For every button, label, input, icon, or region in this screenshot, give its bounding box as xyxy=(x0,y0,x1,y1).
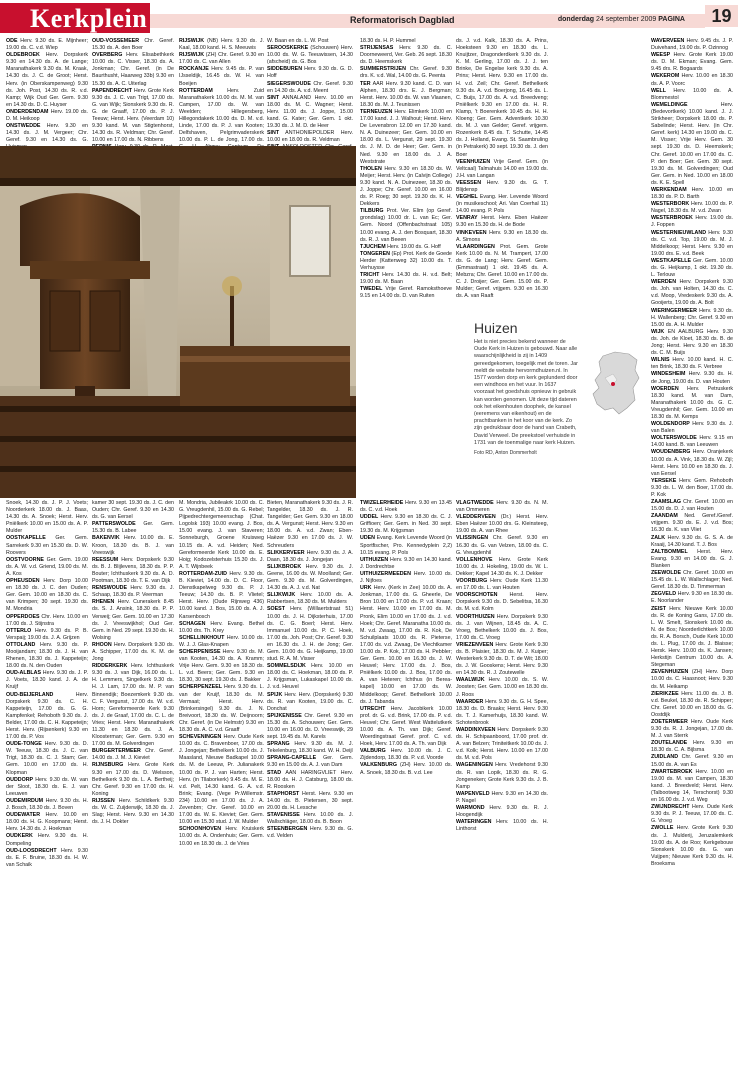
page-number: 19 xyxy=(705,5,738,27)
column-9: kamer 30 sept. 19.30 ds. J. C. den Ouden; Chr. Geref. 9.30 en 14.30 ds. G. van Eersel PATTERSWOLDE Ger. Gem. 15.30 ds. B. Labee BAKENVIK Herv. 10.00 ds. E. Kroon, 18.30 ds. B. J. van Vreeswijk REESSUM Herv. Dorpskerk 9.30 ds. B. J. Blijlevens, 18.30 ds. P. P. Bouter; Ichthuskerk 9.30 ds. A. D. Pootman, 18.30 ds. T. E. van Dijk RENSWOUDE Herv. 9.30 ds. J. Schaap, 18.30 ds. P. Veerman RHENEN Herv. Cunerakerk 8.45 ds. S. J. Ansink, 18.30 ds. P. P. Verweij; Ger. Gem. 10.00 en 17.30 ds. J. Vreeswijkhol; Oud Ger. Gem. in Ned. 29 sept. 19.30 ds. H. Wolsing RHOON Herv. Dorpskerk 9.30 ds. A. Schipper, 17.00 ds. K. M. de Jong RIDDERKERK Herv. Ichthuskerk 9.30 ds. J. van Dijk, 16.00 ds. L. H. Lemmers, Singelkerk 9.30 ds. H. J. Lam, 17.00 ds. M. P. van Binnendijk; Boezemkerk 9.30 ds. C. F. Vergunst, 17.00 ds. W. v.d. Horn; Gereformeerde Kerk 9.30 ds. J. de Graaf, 17.00 ds. C. L. de Vries; Herst. Herv. Maranathakerk 11.30 en 18.30 ds. J. A. Kloosterman; Ger. Gem. 9.30 en 17.00 ds. M. Golverdingen BURGERTERMEER Chr. Geref. 14.00 ds. J. M. J. Kieviet RIJNSBURG Herv. Grote Kerk 9.30 en 17.00 ds. D. Welsson, Bethelkerk 9.30 ds. L. A. Bertheij; Chr. Geref. 9.30 en 17.00 ds. H. Koning RIJSSEN Herv. Schildkerk 9.30 ds. W. C. Zuijderwijk, 18.30 ds. J. Slag; Herst. Herv. 9.30 en 14.30 ds. J. H. Dokter xyxy=(92,500,174,826)
section-title: Kerkplein xyxy=(30,4,148,33)
column-4: W. Baan en ds. L. W. Post SEROOSKERKE (Schouwen) Herv. 10.00 ds. W. G. Teeuwissen, 14.30 (afscheid) ds. G. Bos SIDDEBUREN Herv. 9.30 ds. G. D. Hoff SIEGERSWOUDE Chr. Geref. 9.30 en 14.30 ds. A. v.d. Meent SINT ANNALAND Herv. 10.00 en 18.00 ds. M. C. Wagner; Herst. Herv. 11.00 ds. J. Joppe, 15.00 kand. G. Kater; Ger. Gem. 1 okt. 19.30 ds. J. M. D. de Heer SINT ANTHONIEPOLDER Herv. 10.00 en 18.00 ds. R. Veldman xyxy=(267,38,353,144)
date-day: donderdag xyxy=(557,16,595,23)
huizen-info-box xyxy=(470,316,582,490)
page-word: PAGINA xyxy=(658,16,685,23)
header-band xyxy=(150,14,705,28)
page-header xyxy=(0,0,738,34)
column-13: VLAGTWEDDE Herv. 9.30 ds. N. M. van Ommeren VLEDDERVEEN (Dr.) Herst. Herv. Eben Haëzer 10.00 drs. G. Kleinsteeg, 19.00 ds. A. van Rhee VLISSINGEN Chr. Geref. 9.30 en 16.30 ds. G. van Velzen, 18.00 ds. C. G. Vreugdenhil VOLLENHOVE Herv. Grote Kerk 10.00 ds. J. Hokeling, 19.00 ds. W. L. Dekker; Kapel 14.30 ds. K. J. Dekker VOORBURG Herv. Oude Kerk 11.30 en 17.00 ds. L. van Houten VOORSCHOTEN Herst. Herv. Dorpskerk 9.30 ds. D. Sebelitsa, 16.30 ds. M. v.d. Kolm VOORTHUIZEN Herv. Dorpskerk 9.30 ds. J. van Wijnen, 18.45 ds. A. C. Vroeg, Bethelkerk 10.00 ds. J. Bos, 17.00 ds. C. Vroeg VRIEZENVEEN Herv. Grote Kerk 9.30 ds. B. Plaisier, 18.30 ds. M. J. Kuiper; Westerkerk 9.30 ds. D. T. de Wit; 18.00 ds. J. W. Gooskens; Herst. Herv. 9.30 en 14.30 ds. R. J. Zoutewelle WAALWIJK Herv. 10.00 ds. S. W. Joosten; Ger. Gem. 10.00 en 18.30 ds. J. Roos WAARDER Herv. 9.30 ds. G. H. Spee, 18.30 ds. D. Braaks; Herst. Herv. 9.30 ds. T. J. Kamerhuijs, 18.30 kand. W. Schotenbrook WADDINXVEEN Herv. Dorpskerk 9.30 ds. H. Schipaanboord, 17.00 prof. dr. A. van Belzen; Triniteitkerk 10.00 ds. J. v.d. Kolk; Herst. Herv. 10.00 en 17.00 ds. M. v.d. Pols WAGENINGEN Herv. Vredehorst 9.30 ds. R. van Lopik, 18.30 ds. R. G. Jongeneken; Grote Kerk 9.30 ds. J. B. Kamp WAPENVELD Herv. 9.30 en 14.30 ds. P. Nagel WARMOND Herv. 9.30 ds. R. J. Hoogendijk WATERINGEN Herv. 10.00 ds. H. Linthorst xyxy=(456,500,548,833)
church-interior-photo xyxy=(0,146,356,498)
column-6: ds. J. v.d. Kalk, 18.30 ds. A. Prins, Hoeksteen 9.30 en 18.30 ds. L. Knuijtzer, Dragonderdkerk 9.30 ds. J. K. M. Gerling, 17.00 ds. J. J. ten Brinke, De Engelse kerk 9.30 ds. A. Prins; Herst. Herv. 9.30 en 17.00 ds. H. v.d. Zeil; Chr. Geref. Bethelkerk 9.30 ds. A. v.d. Boerjong, 16.45 ds. L. C. Buijs, 17.00 ds. A. v.d. Breedveng; Pniëlkerk 9.30 en 17.00 ds. H. R. Klamp, 't Boerenkerk 10.45 ds. H. H. Kloeng; Ger. Gem. Adventkerk 10.30 ds. M. J. van Gelder; Geref. vrijgem. Rozenkerk 8.45 ds. T. Schutte, 14.45 ds. J. Holland, Evang. St. Saambruling (in Petrakerk) 30 sept. 19.30 ds. J. den Boer VEENHUIZEN Vrije Geref. Gem. (in Veltcaal) Talmahuis 14.00 en 19.00 ds. J.H. van Langan VEESSEN Herv. 9.30 ds. G. T. Blijdensp VEGHEL Evang. Her. Levende Woord (in musikeschool; Ari. Van Coerhal 11) 14.00 evang. P. Pols VENRAY Herst. Herv. Eben Haëzer 9.30 en 15.30 ds. H. de Bode VINKEVEEN Herv. 9.30 en 18.30 ds. A. Simons VLAARDINGEN Prot. Gem. Grote Kerk 10.00 ds. N. M. Trampert, 17.00 ds. G. de Lang; Herv. Geref. Gem. (Emmastraat) 1 okt. 19.45 ds. A. Mebzra; Chr. Geref. 10.00 en 17.00 ds. C. J. Droijer; Ger. Gem. 15.00 ds. P. Mulder; Geref. vrijgem. 9.30 en 16.30 ds. A. van Raaft xyxy=(456,38,548,300)
column-3: RIJSWIJK (NB) Herv. 9.30 ds. J. Kaal, 18.00 kand. H. S. Meeuwis RIJSWIJK (ZH) Chr. Geref. 9.30 en 17.00 ds. C. van Allen ROCKANJE Herv. 9.45 ds. P. van IJsseldijk, 16.45 ds. W. H. van Boeijen ROTTERDAM Herv. Zuid Maranathakerk 10.00 ds. M. M. van Campen, 17.00 ds. W. van Weelden; Hillegersberg, Hillegondakerk 10.00 ds. D. M. v.d. Linde, 17.00 ds. P. J. van Kooten; Delfshaven, Pelgrimvaderskerk 10.00 ds. P. L. de Jong, 17.00 ds. xyxy=(179,38,264,144)
column-12: TWIZELERHEIDE Herv. 9.30 en 13.45 ds. C. v.d. Hoek UDDEL Herv. 9.30 en 18.30 ds. C. J. Griffioen; Ger. Gem. in Ned. 30 sept. 19.30 ds. M. Krijgsman UDEN Evang. Kerk Levende Woord (in Sportfischer, Pro. Kennedyplein 2,2) 10.15 evang. P. Pols UITHUIZEN Herv. 9.30 en 14.30 kand. J. Dordrechtse UITHUIZERMEEDEN Herv. 10.00 ds. J. Nijfoes URK Herv. (Kerk in Zee) 10.00 ds. A. Jonkman, 17.00 ds. G. Gheerle, De Bron 10.00 en 17.00 ds. P. v.d. Kraan; Herst. Herv. 10.00 en 17.00 ds. M. Pronk, Elim 10.00 en 17.00 ds. J. v.d. Hoek; Chr. Geref. Maranatha 10.00 ds. M. v.d. Zwaag, 17.00 ds. R. Kok, De Schuilplaats 10.00 ds. R. Pieterse, 17.00 ds. v.d. Zwaag, De Vlechtkamer 10.00 ds. P. Kok, 17.00 ds. H. Pebbler; Ger. Gem. 10.00 en 16.30 ds. J. W. Heuvel; Herv. 17.00 ds. J. Bos, Pniëlkerk 10.00 ds. J. Bos, 17.00 ds. A. van Heteren; Ichthus (in Berea-kapel) 10.00 en 17.00 ds. W. Middelkoop; Geref. Bethelkerk 10.00 ds. J. Tabanda UTRECHT Herv. Jacobikerk 10.00 prof. dr. G. v.d. Brink, 17.00 ds. P. v.d. Heuvel; Chr. Geref. West Wattelutkerk 10.00 ds. A. Th. van Dijk; Geref. Woerdingstraat Geref. prof. C. v.d. Hoek, Herv. 17.00 ds. A. Th. van Dijk VALBURG Herv. 10.00 ds. J. C. Zijdendorp, 18.30 ds. P. v.d. Voorde VALKENBURG (ZH) Herv. 10.00 ds. A. Snoek, 18.30 ds. B. v.d. Lee xyxy=(360,500,452,776)
huizen-body: Het is niet precies bekend wanneer de Oude Kerk in Huizen is gebouwd. Naar alle waarschijnlijkheid is zij in 1409 gereedgekomen, toegelijk met de toren. Jar meldt de website hervormdhuizen.nl. In 1577 worden dorp en kerk geplunderd door een windhoos en het vuur. In 1637 voorzaat het goedshuis opnieuw in gebruik kan worden genomen. Uit deze tijd dateren ook het eikenhouten doophek, de kansel (eeremens van eikenhout) en de prachtbanken in het koor van de kerk. Zo zijn gedrukbaar door de hand van Crabeth, David Verweel. De preekstoel verhuisde in 1731 van de toenmalige naar kerk Huizen. xyxy=(474,339,578,446)
netherlands-map xyxy=(585,348,645,418)
church-photo-illustration xyxy=(0,146,356,498)
date-rest: 24 september 2009 xyxy=(596,16,657,23)
column-5: 18.30 ds. H. P. Hummel STRIJENSAS Herv. 9.30 ds. C. Doorneweerd, Ver. Geb. 26 sept. 18.30 ds. D. Heemskerk SUMMERSTRIJEN Chr. Geref. 9.30 drs. K. v.d. Wal, 14.00 ds. G. Peenta TER AAR Herv. 9.30 kand. C. D. van Alphen, 18.30 drs. E. J. Bergman; Herst. Herv. 10.00 ds. W. van Vlaanen, 18.30 ds. M. J. Teunissen TERNEUZEN Herv. Elimkerk 10.00 en 17.00 kand. J. J. Walhout; Herst. Herv. De Levensbron 12.00 en 17.30 kand. N. A. Duinezeer; Ger. Gem. 10.00 en 18.00 ds. L. Vergunst, 29 sept. 19.30 ds. J. M. D. de Heer; Ger. Gem. in Ned. 9.30 en 18.00 ds. J. A. Weststrate THOLEN Herv. 9.30 en 18.30 ds. W. Meijer; Herst. Herv. (in Calvijn College) 9.30 kand. N. A. Duinezeer, 18.30 ds. J. Joppe; Chr. Geref. 10.00 en 16.00 ds. P. Roeg; 30 sept. 19.30 ds. K. H. Dekkers TILBURG Prot. Ver. Elim (op Geref. grondslag) 10.00 dr. L. van Ec; Ger. Gem. Noord (Offenbachstraat 105) 10.00 evang. A. J. den Bosquart, 18.30 ds. R. J. van Beeen TJUCHEM Herv. 19.00 ds. G. Hoff TONGEREN (Ep) Prot. Kerk de Goede Herder (Kattenweg 32) 10.00 ds. T. Verhuysse TRICHT Herv. 14.30 ds. H. v.d. Belt; 19.00 ds. M. Baan TWEDEL Vrije Geref. Ramoksthoeve 9.15 en 14.00 ds. D. van Ruiten xyxy=(360,38,452,300)
photo-credit: Foto RD, Anton Dommerholt xyxy=(474,450,537,457)
huizen-title: Huizen xyxy=(474,320,518,336)
page-date xyxy=(558,16,685,23)
column-11: Bieten, Maranathakerk 9.30 ds. J. R. Tangelder, 18.30 ds. J. R. Tangelder; Ger. Gem. 9.30 en 18.00 ds. A. Vergunst; Herst. Herv. 9.30 en 18.00 ds. A. v.d. Zwan; Eben-Haëzer 9.30 en 17.00 ds. J. W. Schreuders SLIKKERVEER Herv. 9.30 ds. J. A. Daan, 18.30 ds. J. Jongejan SLIJKBROEK Herv. 9.30 ds. J. Geene, 16.00 ds. W. Moolland; Ger. Gem. 9.30 ds. M. Golverdingen, 14.30 ds. A. J. v.d. Nat SLIJKWIJK Herv. 10.00 ds. A. Rabbertsen, 18.30 ds. M. Mulders SOEST Herv. (Willaertstraat 51) 10.00 ds. J. H. Dijksterhuis, 17.00 ds. C. G. Boerl; Herst. Herv. Immanuel 10.00 ds. P. C. Hoek, 17.00 ds. Joh. Post; Chr. Geref. 9.30 en 16.30 ds. J. H. de Jong; Ger. Gem. 10.00 ds. G. Heijkamp, 19.00 stud. R. A. M. Visser SOMMELSDIJK Herv. 10.00 en 18.00 ds. C. Hoekman, 18.00 ds. P. J. Krijgsman, Lukaskapel 10.00 ds. J. v.d. Heuvel SPIJK Herv. Herv. (Dorpskerk) 9.30 ds. R. van Kooten, 19.00 ds. C. Donchat SPIJKENISSE Chr. Geref. 9.30 en 15.30 ds. A. Schouwen; Ger. Gem. 10.00 en 16.00 ds. D. Vreeswijk, 29 sept. 19.45 ds. M. Karels SPRANG Herv. 9.30 ds. M. J. Tekelenburg, 18.30 kand. W. H. Deijl SPRANG-CAPELLE Ger. Gem. 9.30 en 15.00 ds. A. J. van Dam STAD AAN HARINGVLIET Herv. 18.00 ds. H. J. Catsburg, 18.00 ds. R. Roosken STAPHORST Herst. Herv. 9.30 en 14.00 ds. B. Pietersen, 30 sept. 20.00 ds. H. Lessche STAVENISSE Herv. 10.00 ds. J. Wallschläger, 18.00 ds. B. Boon STEENBERGEN Herv. 9.30 ds. G. v.d. Velden xyxy=(267,500,353,840)
column-2: OUD-VOSSEMEER Chr. Geref. 15.30 ds. A. den Boer OVERBERG Herv. Elisabethkerk 10.00 ds. C. Visser, 18.30 ds. A. Jonkman; Chr. Geref. (in De Baurthusht, Haarweg 33b) 9.30 en 15.30 ds. A. C. Uiterlag PAPENDRECHT Herv. Grote Kerk 9.30 ds. J. C. van Trigt, 17.00 ds. G. van Wijk; Sionskerk 9.30 ds. R. G. de Graaff, 17.00 ds. P. J. Teeuw; Herst. Herv. (Veerdam 10) 9.30 kand. M. van Stigtenhorst, 14.30 ds. R. Veldman; Chr. Geref. 10.00 en 17.00 ds. N. Ribbens xyxy=(92,38,174,144)
column-7: WAVERVEEN Herv. 9.45 ds. J. P. Duivehand, 19.00 ds. P. Ozinnog WEESP Herv. Grote Kerk 19.00 ds. D. M. Ekman; Evang. Gem. 9.45 drs. R. Bogaards WEKEROM Herv. 10.00 en 18.30 ds. A. P. Voorc WELL Herv. 10.00 ds. A. Blommestol WEMELDINGE Herv. (Bedevortkerk) 10.00 kand. J. J. Strikheer; Dorpskerk 18.00 ds. P. Sabelinde; Herst. Herv. (in Chr. Geref. kerk) 14.30 en 19.00 ds. C. M. Visser; Vrije Herv. Gem. 30 sept. 19.30 ds. D. Heemskerk; Chr. Geref. 10.00 en 17.00 ds. C. P. den Boer; Ger. Gem. 30 sept. 19.30 ds. M. Golverdingen; Oud Ger. Gem. in Ned. 10.00 en 18.00 ds. K. E. Spell WERKENDAM Herv. 10.00 en 18.30 ds. P. D. Barth WESTERBORK Herv. 10.00 ds. P. Nagel, 18.30 ds. M. v.d. Zwan WESTERBROEK Herv. 19.00 ds. J. Foppen WESTERNIEUWLAND Herv. 9.30 ds. C. v.d. Top, 19.00 ds. M. J. Middelkoop; Herst. Herv. 9.30 en 19.00 drs. E. v.d. Beek WESTKAPELLE Ger. Gem. 10.00 ds. G. Heijkamp, 1 okt. 19.30 ds. L. Terlouw WIERDEN Herv. Dorpskerk 9.30 ds. Joh. van Holten, 14.30 ds. C. v.d. Moop, Vredeskerk 9.30 ds. A. Gooijerts, 19.00 ds. A. Bolt WIERINGERMEER Herv. 9.30 ds. H. Wallenberg; Chr. Geref. 9.30 en 15.00 ds. A. H. Mulder WIJK EN AALBURG Herv. 9.30 ds. Joh. de Kloet, 18.30 ds. B. de Jong; Herst. Herv. 9.30 en 18.30 ds. C. M. Buijs WILNIS Herv. 10.00 kand. H. C. ten Brink, 18.30 ds. F. Verbree WINDESHEIM Herv. 9.30 ds. H. de Jong, 19.00 ds. D. van Houten WOERDEN Herv. Petruskerk 18.30 kand. M. van Dam, Maranathakerk 10.00 ds. G. C. Vreugdenhil; Ger. Gem. 10.00 en 18.30 ds. M. Kemps WOLDENDORP Herv. 9.30 ds. J. van Balen WOLTERSWOLDE Herv. 9.15 en 14.00 kand. B. van Leeuwen WOUDENBERG Herv. Oranjekerk 10.00 ds. A. Vink, 18.30 ds. W. Zijl; Herst. Herv. 10.00 en 18.30 ds. J. van Eersel YERSEKE Herv. Gem. Rehoboth 9.30 ds. L. W. den Boer, 17.00 ds. P. Kok ZAAMSLAG Chr. Geref. 10.00 en 15.00 ds. D. J. van Houten ZAANDAM Ned. Geref./Geref. vrijgem. 9.30 ds. E. J. v.d. Bos; 16.30 ds. K. van Vliet ZALK Herv. 9.30 ds. G. S. A. de Kraaij, 14.30 kand. T. J. Bos ZALTBOMMEL Herst. Herv. Evang. 9.30 en 14.00 ds. G. J. Blanken ZEEWOLDE Chr. Geref. 10.00 en 15.45 ds. L. W. Wallschlager; Ned. Geref. 18.30 ds. D. Timmerman ZEGVELD Herv. 9.30 en 18.30 ds. E. Noorlander ZEIST Herv. Nieuwe Kerk 10.00 ds. R. de Koning Gans, 17.00 ds. L. W. Smelt, Sionskerk 10.00 ds. N. de Bos; Noorderlichtkerk 10.00 ds. R. A. Borsch, Oude Kerk 10.00 ds. L. Plug, 17.00 ds. J. Blaisse; Hersk. Herv. 10.00 ds. K. Jansen; Herkstijn Centrum 10.00 ds. A. Stegeman ZEVENHUIZEN (ZH) Herv. Dorp 10.00 ds. C. Haasnoot; Herv. 9.30 ds. M. Heikamp ZIERIKZEE Herv. 11.00 ds. J. B. v.d. Beukel, 18.30 ds. R. Schipper; Chr. Geref. 10.00 en 18.00 ds. G. Oostdijk ZOETERMEER Herv. Oude Kerk 9.30 ds. R. J. Jongejan, 17.00 ds. M. J. van Sterrk ZOUTELANDE Herv. 9.30 en 18.30 ds. C. A. Bijlsma ZUIDLAND Chr. Geref. 9.30 en 15.00 ds. A. van Es ZWARTEBROEK Herv. 10.00 en 19.00 ds. M. van Campen, 18.30 kand. J. Breedveld; Herst. Herv. (Talbootweg 14, Terschorst) 9.30 en 16.00 ds. J. v.d. Weg ZWIJNDRECHT Herv. Oude Kerk 9.30 ds. P. J. Teeuw, 17.00 ds. C. G. Vroeg ZWOLLE Herv. Grote Kerk 9.30 ds. J. Mulderij, Jeruzalemkerk 19.00 ds. A. de Roo; Kerkgebouw Sionskerk 10.00 ds. G. van Vuijpen; Nieuwe Kerk 9.30 ds. H. Broeksma xyxy=(651,38,733,867)
newspaper-logo: Reformatorisch Dagblad xyxy=(350,15,455,25)
column-1: ODE Herv. 9.30 ds. E. Mijnheer; 19.00 ds. C. v.d. Wiep OLDEBROEK Herv. Dorpskerk 9.30 en 14.30 ds. A. de Lange; Maranathakerk 9.30 ds. M. Kraak, 14.30 ds. J. C. de Groot; Herst. Herv. (in Oberskampenweg) 9.30 ds. Joh. Post, 14.30 ds. R. v.d. Kamp; Wijk Oud Ger. Gem. 9.30 en 14.30 ds. D. C. Huyser ONDERDENDAM Herv. 19.00 ds. D. M. Heikoop ONSTWEDDE Herv. 9.30 en 14.30 ds. J. M. Vergeer; Chr. Geref. 9.30 en 14.30 ds. G. xyxy=(6,38,88,144)
column-8: Snoek, 14.30 ds. J. P. J. Voets; Noorderkerk 18.00 ds. J. Baas, 14.30 ds. A. Snoek; Herst. Herv. Pniëlkerk 10.00 en 15.00 ds. A. P. Mulder OOSTKAPELLE Ger. Gem. Sarrekerk 9.30 en 15.30 ds. D. W. Roovers OOSTVOORNE Ger. Gem. 19.00 ds. A. W. v.d. Griend, 19.00 ds. M. A. Kos OPHEUSDEN Herv. Dorp 10.00 en 18.30 ds. J. C. den Ouden; Ger. Gem. 10.00 en 18.30 ds. C. van Krimpen; 30 sept. 19.30 ds. M. Mondria OPPERDOES Chr. Herv. 10.00 en 17.00 ds. J. Stijnstra OTTERLO Herv. 9.30 ds. P. B. Verspaij; 19.00 ds. J. A. Grijzen OTTOLAND Herv. 9.30 ds. P. Mooijandam; 18.30 ds. J. H. van Rhenen, 18.30 ds. J. Kappeteijn; 18.00 ds. N. den Ouden OUD-ALBLAS Herv. 9.30 ds. J. P. J. Voets, 18.30 kand. J. A. de Kruijf OUD-BEIJERLAND Herv. Dorpskerk 9.30 ds. C. H. Kappeteijn, 17.00 ds. G. G. Kampfenkel; Rehoboth 9.30 ds. J. Belder, 17.00 ds. C. H. Kappeteijn; Herst. Herv. (Rijsenkerk) 9.30 en 17.00 ds. P. Vos OUDE-TONGE Herv. 9.30 ds. D. W. Teeuw, 18.30 ds. J. C. van Trigt, 18.30 ds. C. J. Stam; Ger. Gem. 10.00 en 17.00 ds. H. Klopman OUDDORP Herv. 9.30 ds. W. van der Sloot, 18.30 ds. E. J. van Leeuwen OUDEMIRDUM Herv. 9.30 ds. H. J. Bosch, 18.30 ds. J. Boven OUDEWATER Herv. 10.00 en 18.00 ds. H. G. Koopmans; Herst. Herv. 14.30 ds. J. Hoekman OUDKERK Herv. 9.30 ds. H. Dompeling OUD-LOOSDRECHT Herv. 9.30 ds. E. F. Bruine, 18.30 ds. H. W. van Schaik xyxy=(6,500,88,868)
column-10: M. Mondria, Jubileakrk 10.00 ds. C. G. Vreugdenhil, 15.00 ds. G. Rebel; Pijpedrechtergemeenschap (Chat. Logolsk 193) 10.00 evang. J. Bos, 15.00 evang. J. van Staveren; Sonneburgh, Groene Kruisweg 10.15 ds. A. v.d. Heiden; Ned. Gereformeerde Kerk 10.00 ds. E. Hoig; Kodozelsterhuis 15.30 ds. J. A. T. Wijnbeek ROTTERDAM-ZUID Herv. 9.30 ds. B. Kieviet, 14.00 ds. D. C. Floor, Dienstkapelweg 9.30 ds. P. J. Teeuw; 14.30 ds. B. P. Vlietel; Herst. Herv. (Oude Rijnweg 436) 10.00 kand. J. Bos, 15.00 ds. A. J. Karsenbosch SCHAGEN Herv. Evang. Bethel 10.00 drs. Th. Krey SCHELLINKHOUT Herv. 10.00 ds. W. J. J. Glas-Knapen SCHERPENISSE Herv. 9.30 ds. M. van Kooten, 14.30 ds. A. Kramm; Vrije Herv. Gem. 9.30 en 18.30 ds. L. v.d. Beers; Ger. Gem. 9.30 en 18.30, 30 sept. 19.30 ds. J. Bakker SCHERPENZEEL Herv. 9.30 ds. L. van der Kruijf, 18.30 ds. M. Vermaat; Herst. Herv. (Brinkersingel) 9.30 ds. J. N. Breivoort, 18.30 ds. W. Deijnoorn; Chr. Geref. (in De Helmstr) 9.30 en 18.30 ds. A. C. v.d. Graaff SCHEVENINGEN Herv. Oude Kerk 10.00 ds. C. Bravenboer, 17.00 ds. J. Jongejan; Bethelkerk 10.00 ds. J. Maasland, Nieuwe Badkapel 10.00 ds. M. de Leeuw, Pr. Julianakerk 10.00 ds. P. J. van Harten; Herst. Herv. (in Tllaborkerk) 9.45 ds. M. E. v.d. Pelt, 14.30 kand. G. A. v.d. Brink; Evang. (Vege Pr.Willemstr. 234) 10.00 en 17.00 ds. J. A. Zevenbrn; Chr. Geref. 10.00 en 17.00 ds. W. E. Kieviet; Ger. Gem. 10.00 en 15.30 stud. J. W. Mulder SCHOONHOVEN Herv. Kruiskerk 10.00 ds. A. Ondenhuis; Ger. Gem. 10.00 en 18.30 ds. J. de Vries xyxy=(179,500,264,847)
map-icon xyxy=(585,348,645,418)
